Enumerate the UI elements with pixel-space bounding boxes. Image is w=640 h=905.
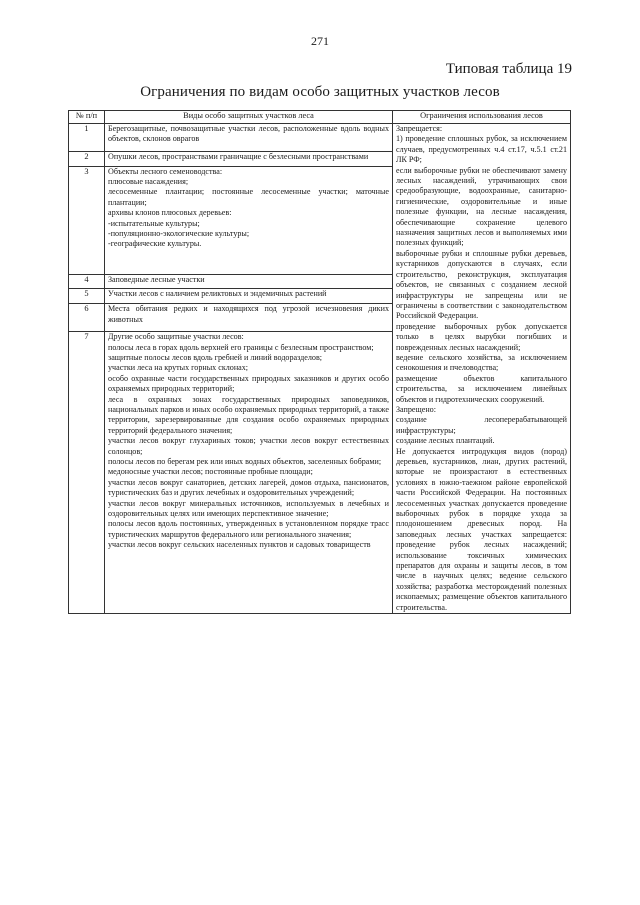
kind-line: Места обитания редких и находящихся под угрозой исчезновения диких животных [108,304,389,324]
row-number: 6 [69,304,105,332]
kind-line: особо охранные части государственных природных заказников и других особо охраняемых природных территорий; [108,373,389,394]
row-number: 7 [69,332,105,614]
restrictions-table [68,110,571,614]
kind-line: плюсовые насаждения; [108,177,189,187]
forest-area-kind [105,289,393,304]
column-header-restrictions: Ограничения использования лесов [393,111,571,124]
page-number: 271 [311,34,329,48]
kind-line: медоносные участки лесов; постоянные пробные площади; [108,467,313,477]
restrictions-cell [393,124,571,614]
forest-area-kind [105,124,393,152]
table-label: Типовая таблица 19 [445,61,572,77]
restriction-line: Не допускается интродукция видов (пород) деревьев, кустарников, лиан, других растений, которые не произрастают в естественных условиях в южно-таежном районе европейской части Российской Федерации. На постоянных лесосеменных участках допускается проведение выборочных рубок в порядке ухода за плодоношением древесных пород. На заповедных лесных участках запрещается: проведение рубок лесных насаждений; использование токсичных химических препаратов для охраны и защиты лесов, в том числе в научных целях; ведение сельского хозяйства; разработка месторождений полезных ископаемых; размещение объектов капитального строительства. [396,446,567,612]
kind-line: участки лесов вокруг минеральных источников, используемых в лечебных и оздоровительных целях или имеющих перспективное значение; [108,498,389,519]
kind-line: архивы клонов плюсовых деревьев: [108,208,232,218]
kind-line: участки лесов вокруг сельских населенных пунктов и садовых товариществ [108,540,371,550]
forest-area-kind [105,166,393,274]
restriction-line: размещение объектов капитального строительства, за исключением линейных объектов и гидротехнических сооружений. [396,373,567,404]
kind-line: -популяционно-экологические культуры; [108,229,250,239]
restriction-line: выборочные рубки и сплошные рубки деревьев, кустарников допускаются в случаях, если строительство, реконструкция, эксплуатация объектов, не связанных с созданием лесной инфраструктуры не запрещены или не ограничены в соответствии с законодательством Российской Федерации. [396,248,567,321]
row-number: 3 [69,166,105,274]
forest-area-kind [105,152,393,167]
document-title: Ограничения по видам особо защитных участков лесов [140,84,500,100]
kind-line: Другие особо защитные участки лесов: [108,332,244,342]
column-header-number: № п/п [69,111,105,124]
restriction-line: создание лесоперерабатывающей инфраструктуры; [396,415,567,435]
forest-area-kind [105,274,393,289]
kind-line: леса в охранных зонах государственных природных заповедников, национальных парков и иных особо охраняемых природных территорий, а также территории, зарезервированные для создания особо охраняемых природных территорий федерального значения; [108,394,389,435]
forest-area-kind [105,304,393,332]
kind-line: лесосеменные плантации; постоянные лесосеменные участки; маточные плантации; [108,187,389,207]
kind-line: -географические культуры. [108,239,202,249]
kind-line: участки лесов вокруг санаториев, детских лагерей, домов отдыха, пансионатов, туристических баз и других лечебных и оздоровительных учреждений; [108,477,389,498]
row-number: 1 [69,124,105,152]
row-number: 4 [69,274,105,289]
table-row [69,124,571,152]
kind-line: полосы леса в горах вдоль верхней его границы с безлесным пространством; [108,342,374,352]
kind-line: Участки лесов с наличием реликтовых и эндемичных растений [108,289,327,299]
kind-line: участки лесов вокруг глухариных токов; участки лесов вокруг естественных солонцов; [108,436,389,456]
restriction-line: если выборочные рубки не обеспечивают замену лесных насаждений, утрачивающих свои средообразующие, водоохранные, санитарно-гигиенические, оздоровительные и иные полезные функции, на лесные насаждения, обеспечивающие сохранение целевого назначения защитных лесов и выполняемых ими полезных функций; [396,165,567,248]
restriction-line: 1) проведение сплошных рубок, за исключением случаев, предусмотренных ч.4 ст.17, ч.5.1 ст.21 ЛК РФ; [396,134,567,165]
row-number: 2 [69,152,105,167]
kind-line: полосы лесов по берегам рек или иных водных объектов, заселенных бобрами; [108,456,382,466]
forest-area-kind [105,332,393,614]
restriction-line: ведение сельского хозяйства, за исключением сенокошения и пчеловодства; [396,352,567,373]
kind-line: -испытательные культуры; [108,218,200,228]
kind-line: Опушки лесов, пространствами граничащие с безлесными пространствами [108,152,369,161]
restriction-line: создание лесных плантаций. [396,436,495,446]
restriction-line: проведение выборочных рубок допускается только в целях вырубки погибших и поврежденных лесных насаждений; [396,321,567,352]
row-number: 5 [69,289,105,304]
kind-line: Берегозащитные, почвозащитные участки лесов, расположенные вдоль водных объектов, склонов оврагов [108,124,389,144]
column-header-kinds: Виды особо защитных участков леса [105,111,393,124]
kind-line: полосы лесов вдоль постоянных, утвержденных в установленном порядке трасс туристических маршрутов федерального или регионального значения; [108,519,389,539]
kind-line: Объекты лесного семеноводства: [108,166,223,176]
kind-line: защитные полосы лесов вдоль гребней и линий водоразделов; [108,352,323,362]
table-header-row [69,111,571,124]
kind-line: Заповедные лесные участки [108,274,205,284]
restriction-line: Запрещается: [396,124,443,133]
restriction-line: Запрещено: [396,404,436,414]
kind-line: участки леса на крутых горных склонах; [108,363,249,373]
